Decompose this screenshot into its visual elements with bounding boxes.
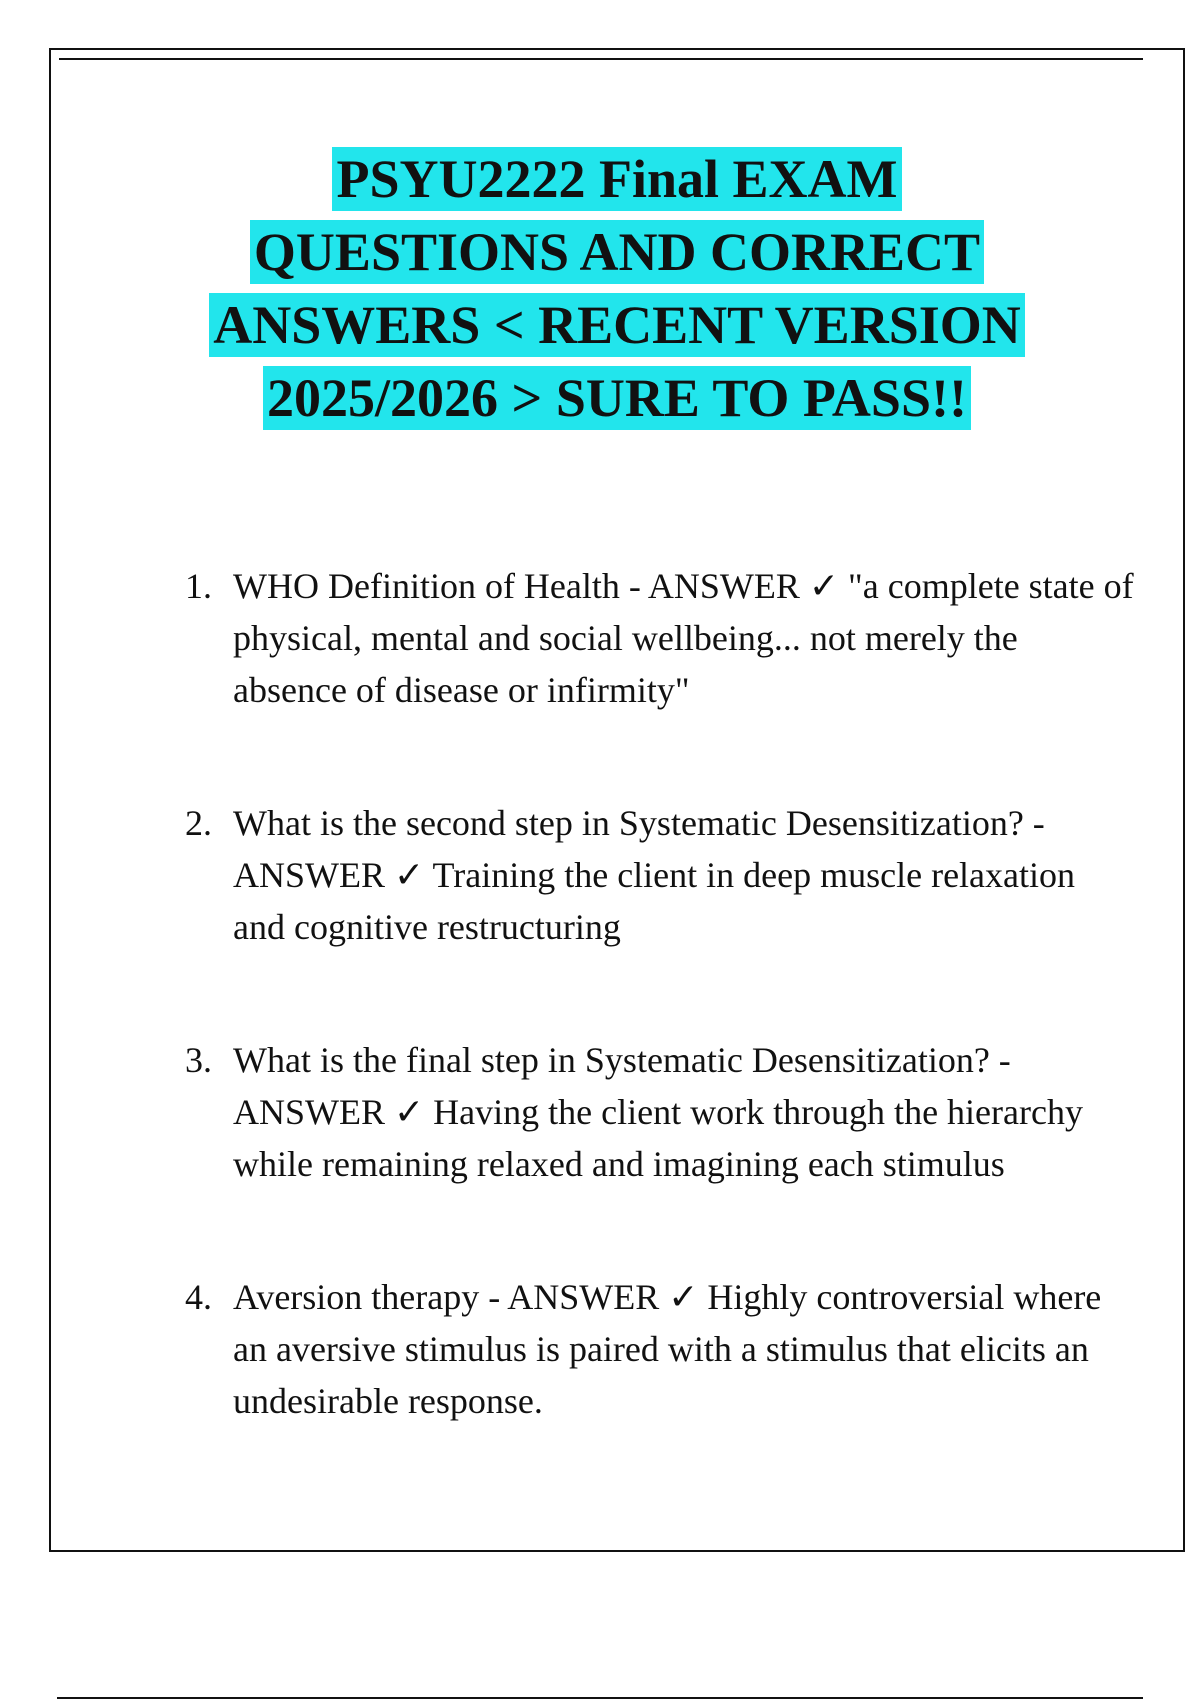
question-answer-list xyxy=(185,560,1135,1427)
item-text: What is the final step in Systematic Desensitization? - ANSWER ✓ Having the client work through the hierarchy while remaining relaxed and imagining each stimulus xyxy=(233,1040,1083,1184)
item-text: What is the second step in Systematic Desensitization? - ANSWER ✓ Training the client in deep muscle relaxation and cognitive restructuring xyxy=(233,803,1076,947)
title-line-3: ANSWERS < RECENT VERSION xyxy=(209,293,1025,357)
title-line-2: QUESTIONS AND CORRECT xyxy=(250,220,984,284)
item-text: Aversion therapy - ANSWER ✓ Highly controversial where an aversive stimulus is paired with a stimulus that elicits an undesirable response. xyxy=(233,1277,1102,1421)
list-item xyxy=(185,560,1135,716)
list-item xyxy=(185,797,1135,953)
item-number: 2. xyxy=(185,803,212,843)
item-number: 3. xyxy=(185,1040,212,1080)
page-frame xyxy=(49,48,1185,1552)
list-item xyxy=(185,1271,1135,1427)
bottom-rule xyxy=(57,1697,1143,1699)
title-line-1: PSYU2222 Final EXAM xyxy=(332,147,901,211)
item-number: 1. xyxy=(185,566,212,606)
item-text: WHO Definition of Health - ANSWER ✓ "a complete state of physical, mental and social wellbeing... not merely the absence of disease or infirmity" xyxy=(233,566,1134,710)
top-rule xyxy=(59,58,1143,60)
title-line-4: 2025/2026 > SURE TO PASS!! xyxy=(263,366,971,430)
item-number: 4. xyxy=(185,1277,212,1317)
list-item xyxy=(185,1034,1135,1190)
document-title xyxy=(51,144,1183,436)
